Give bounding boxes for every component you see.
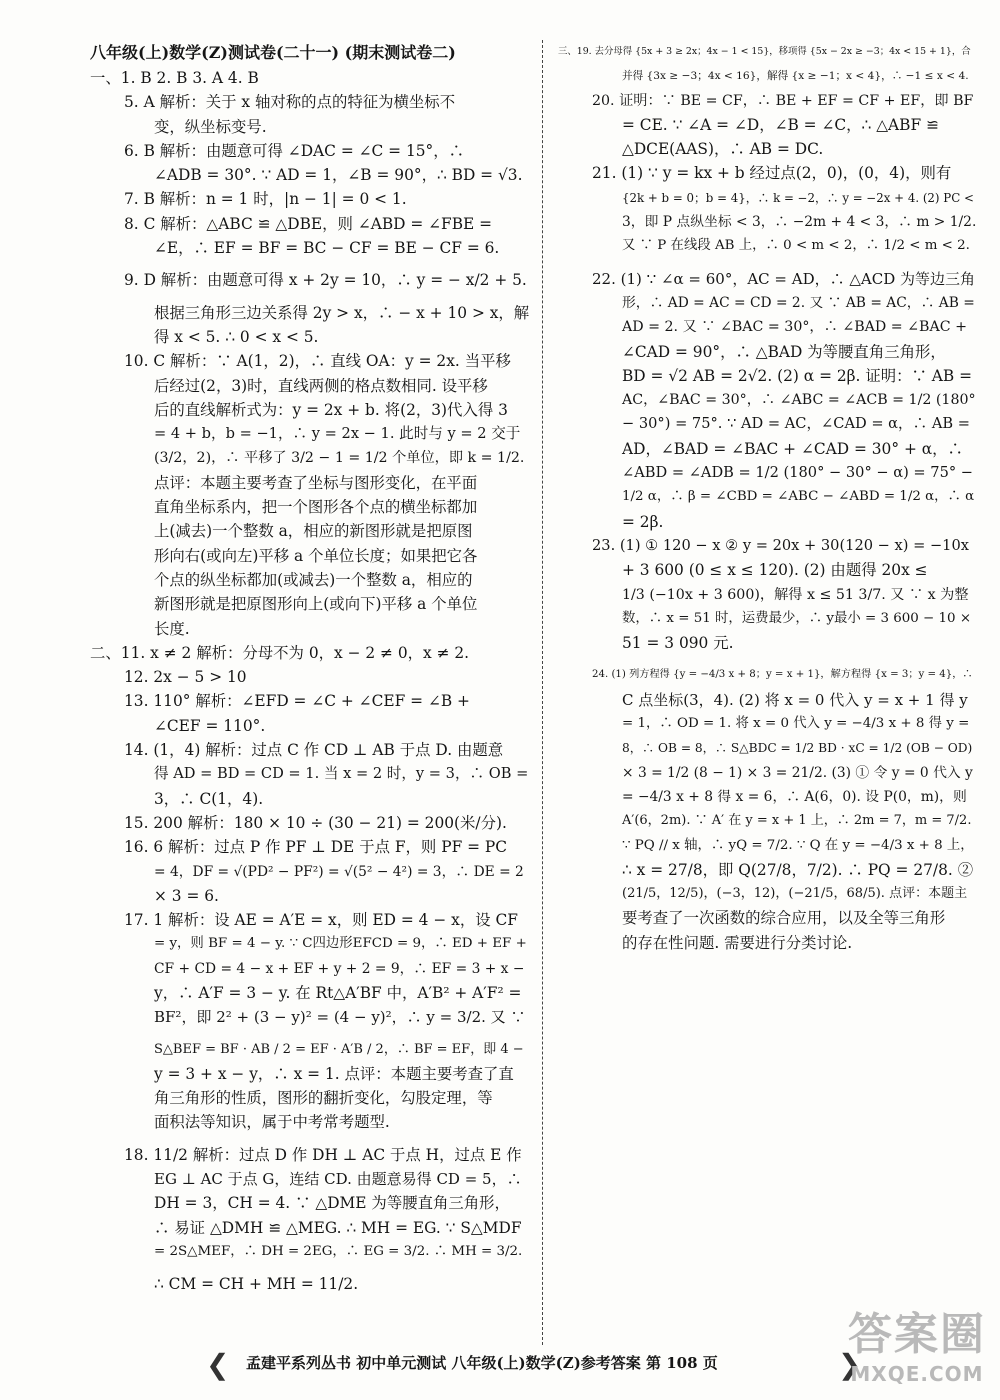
- answer-line: AD = 2. 又 ∵ ∠BAC = 30°，∴ ∠BAD = ∠BAC +: [622, 319, 967, 336]
- answer-line: 新图形就是把原图形向上(或向下)平移 a 个单位: [154, 595, 478, 614]
- answer-line: ∠CEF = 110°.: [154, 716, 266, 735]
- answer-line: 51 = 3 090 元.: [622, 634, 734, 653]
- answer-line: × 3 = 6.: [154, 886, 219, 905]
- answer-line: y，∴ A′F = 3 − y. 在 Rt△A′BF 中，A′B² + A′F² =: [154, 983, 522, 1002]
- answer-line: = 2S△MEF，∴ DH = 2EG，∴ EG = 3/2. ∴ MH = 3/2.: [154, 1243, 523, 1259]
- answer-line: BF²，即 2² + (3 − y)² = (4 − y)²，∴ y = 3/2. 又 ∵: [154, 1008, 526, 1027]
- answer-line: ∠ABD = ∠ADB = 1/2 (180° − 30° − α) = 75° −: [622, 464, 974, 482]
- answer-line: ∵ PQ // x 轴，∴ yQ = 7/2. ∵ Q 在 y = −4/3 x + 8 上，: [622, 837, 974, 853]
- answer-line: [90, 293, 530, 301]
- answer-line: 9. D 解析：由题意可得 x + 2y = 10，∴ y = − x/2 + 5.: [124, 271, 527, 290]
- answer-line: (3/2，2)，∴ 平移了 3/2 − 1 = 1/2 个单位，即 k = 1/2.: [154, 450, 525, 467]
- answer-line: 20. 证明：∵ BE = CF，∴ BE + EF = CF + EF，即 BF: [592, 92, 974, 109]
- answer-line: 三、19. 去分母得 {5x + 3 ≥ 2x；4x − 1 < 15}，移项得 {5x − 2x ≥ −3；4x < 15 + 1}，合: [558, 46, 971, 57]
- answer-line: [90, 1264, 530, 1272]
- answer-line: [90, 260, 530, 268]
- answer-line: 3，∴ C(1，4).: [154, 789, 264, 808]
- answer-line: 得 AD = BD = CD = 1. 当 x = 2 时，y = 3，∴ OB =: [154, 765, 529, 783]
- answer-line: 22. (1) ∵ ∠α = 60°，AC = AD，∴ △ACD 为等边三角: [592, 269, 976, 288]
- answer-line: △DCE(AAS)，∴ AB = DC.: [622, 140, 824, 159]
- answer-line: = −4/3 x + 8 得 x = 6，∴ A(6，0). 设 P(0，m)，则: [622, 788, 967, 805]
- answer-line: 并得 {3x ≥ −3；4x < 16}，解得 {x ≥ −1；x < 4}，∴ −1 ≤ x < 4.: [622, 70, 969, 83]
- answer-line: C 点坐标(3，4). (2) 将 x = 0 代入 y = x + 1 得 y: [622, 690, 968, 709]
- answer-line: y = 3 + x − y，∴ x = 1. 点评：本题主要考查了直: [154, 1064, 514, 1083]
- answer-line: {2k + b = 0；b = 4}，∴ k = −2，∴ y = −2x + 4. (2) PC <: [622, 190, 974, 205]
- answer-line: 又 ∵ P 在线段 AB 上，∴ 0 < m < 2，∴ 1/2 < m < 2.: [622, 238, 970, 254]
- answer-line: 的存在性问题. 需要进行分类讨论.: [622, 933, 853, 952]
- answer-line: [558, 259, 976, 267]
- right-column: [558, 40, 976, 955]
- answer-line: 长度.: [154, 619, 190, 638]
- answer-line: A′(6，2m). ∵ A′ 在 y = x + 1 上，∴ 2m = 7，m = 7/2.: [622, 813, 972, 829]
- answer-line: ∴ CM = CH + MH = 11/2.: [154, 1275, 359, 1294]
- answer-line: [90, 1030, 530, 1038]
- answer-line: BD = √2 AB = 2√2. (2) α = 2β. 证明：∵ AB =: [622, 366, 973, 385]
- answer-line: = y，则 BF = 4 − y. ∵ C四边形EFCD = 9，∴ ED + EF +: [154, 936, 527, 952]
- answer-line: 变，纵坐标变号.: [154, 117, 267, 136]
- answer-line: 21. (1) ∵ y = kx + b 经过点(2，0)，(0，4)，则有: [592, 164, 952, 183]
- answer-line: CF + CD = 4 − x + EF + y + 2 = 9，∴ EF = 3 + x −: [154, 960, 525, 977]
- answer-line: 3，即 P 点纵坐标 < 3，∴ −2m + 4 < 3，∴ m > 1/2.: [622, 214, 977, 231]
- answer-line: 后经过(2，3)时，直线两侧的格点数相同. 设平移: [154, 376, 488, 395]
- answer-line: 数，∴ x = 51 时，运费最少，∴ y最小 = 3 600 − 10 ×: [622, 610, 972, 626]
- answer-line: 16. 6 解析：过点 P 作 PF ⊥ DE 于点 F，则 PF = PC: [124, 838, 508, 857]
- answer-line: AD，∠BAD = ∠BAC + ∠CAD = 30° + α，∴: [622, 439, 963, 458]
- answer-line: 1/2 α，∴ β = ∠CBD = ∠ABC − ∠ABD = 1/2 α，∴ α: [622, 489, 975, 505]
- answer-line: 14. (1，4) 解析：过点 C 作 CD ⊥ AB 于点 D. 由题意: [124, 741, 504, 760]
- answer-line: = CE. ∵ ∠A = ∠D，∠B = ∠C，∴ △ABF ≌: [622, 115, 939, 134]
- page-header: [90, 40, 530, 64]
- answer-line: 23. (1) ① 120 − x ② y = 20x + 30(120 − x) = −10x: [592, 536, 969, 554]
- answer-line: − 30°) = 75°. ∵ AD = AC，∠CAD = α，∴ AB =: [622, 415, 970, 433]
- answer-line: = 4 + b，b = −1，∴ y = 2x − 1. 此时与 y = 2 交于: [154, 425, 521, 443]
- answer-line: ∠CAD = 90°，∴ △BAD 为等腰直角三角形，: [622, 342, 946, 361]
- left-column: [90, 66, 530, 1297]
- answer-line: 个点的纵坐标都加(或减去)一个整数 a，相应的: [154, 570, 473, 589]
- answer-line: 1/3 (−10x + 3 600)，解得 x ≤ 51 3/7. 又 ∵ x 为整: [622, 586, 969, 603]
- answer-line: 点评：本题主要考查了坐标与图形变化，在平面: [154, 473, 478, 492]
- answer-line: 24. (1) 列方程得 {y = −4/3 x + 8；y = x + 1}，解方程得 {x = 3；y = 4}，∴: [592, 669, 973, 681]
- answer-line: ∠ADB = 30°. ∵ AD = 1，∠B = 90°，∴ BD = √3.: [154, 166, 523, 185]
- answer-line: 要考查了一次函数的综合应用，以及全等三角形: [622, 909, 946, 928]
- chevron-right-icon: ❯: [838, 1348, 862, 1381]
- answer-line: DH = 3，CH = 4. ∵ △DME 为等腰直角三角形，: [154, 1194, 510, 1213]
- answer-line: 18. 11/2 解析：过点 D 作 DH ⊥ AC 于点 H，过点 E 作: [124, 1145, 522, 1164]
- answer-line: 8. C 解析：△ABC ≌ △DBE，则 ∠ABD = ∠FBE =: [124, 214, 493, 233]
- answer-line: AC，∠BAC = 30°，∴ ∠ABC = ∠ACB = 1/2 (180°: [622, 392, 976, 409]
- answer-line: ∠E，∴ EF = BF = BC − CF = BE − CF = 6.: [154, 239, 500, 258]
- answer-line: 形，∴ AD = AC = CD = 2. 又 ∵ AB = AC，∴ AB =: [622, 294, 975, 311]
- answer-line: ∴ 易证 △DMH ≌ △MEG. ∴ MH = EG. ∵ S△MDF: [154, 1218, 522, 1237]
- answer-line: 7. B 解析：n = 1 时，|n − 1| = 0 < 1.: [124, 190, 407, 209]
- answer-line: + 3 600 (0 ≤ x ≤ 120). (2) 由题得 20x ≤: [622, 561, 928, 580]
- page-footer: 孟建平系列丛书 初中单元测试 八年级(上)数学(Z)参考答案 第 108 页: [246, 1354, 718, 1372]
- answer-line: S△BEF = BF · AB / 2 = EF · A′B / 2，∴ BF = EF，即 4 −: [154, 1041, 524, 1057]
- answer-line: = 2β.: [622, 512, 664, 531]
- chevron-left-icon: ❮: [206, 1348, 230, 1381]
- answer-line: ∴ x = 27/8，即 Q(27/8，7/2). ∴ PQ = 27/8. ②: [622, 860, 974, 879]
- answer-line: 12. 2x − 5 > 10: [124, 668, 247, 687]
- watermark: [848, 1298, 986, 1386]
- answer-line: 一、1. B 2. B 3. A 4. B: [90, 69, 259, 87]
- answer-line: 5. A 解析：关于 x 轴对称的点的特征为横坐标不: [124, 93, 456, 112]
- watermark-logo: 答案圈: [848, 1309, 986, 1360]
- answer-line: [90, 1135, 530, 1143]
- answer-line: 上(减去)一个整数 a，相应的新图形就是把原图: [154, 522, 473, 541]
- answer-line: 二、11. x ≠ 2 解析：分母不为 0，x − 2 ≠ 0，x ≠ 2.: [90, 643, 470, 662]
- answer-line: (21/5，12/5)，(−3，12)，(−21/5，68/5). 点评：本题主: [622, 886, 968, 902]
- answer-line: = 4，DF = √(PD² − PF²) = √(5² − 4²) = 3，∴ DE = 2: [154, 863, 524, 880]
- answer-line: EG ⊥ AC 于点 G，连结 CD. 由题意易得 CD = 5，∴: [154, 1170, 522, 1189]
- answer-line: 13. 110° 解析：∠EFD = ∠C + ∠CEF = ∠B +: [124, 692, 470, 711]
- column-divider: [542, 40, 543, 1345]
- answer-line: [558, 655, 976, 663]
- page-title: 八年级(上)数学(Z)测试卷(二十一) (期末测试卷二): [90, 43, 456, 62]
- answer-line: 6. B 解析：由题意可得 ∠DAC = ∠C = 15°，∴: [124, 141, 465, 160]
- answer-line: 15. 200 解析：180 × 10 ÷ (30 − 21) = 200(米/分).: [124, 813, 507, 832]
- answer-line: 角三角形的性质，图形的翻折变化，勾股定理，等: [154, 1089, 493, 1108]
- answer-line: 10. C 解析：∵ A(1，2)，∴ 直线 OA：y = 2x. 当平移: [124, 352, 511, 371]
- answer-line: 根据三角形三边关系得 2y > x，∴ − x + 10 > x，解: [154, 303, 530, 322]
- answer-line: × 3 = 1/2 (8 − 1) × 3 = 21/2. (3) ① 令 y = 0 代入 y: [622, 764, 973, 781]
- answer-line: 8，∴ OB = 8，∴ S△BDC = 1/2 BD · xC = 1/2 (OB − OD): [622, 741, 973, 756]
- answer-line: = 1，∴ OD = 1. 将 x = 0 代入 y = −4/3 x + 8 得 y =: [622, 716, 970, 732]
- watermark-url: MXQE.COM: [850, 1362, 984, 1386]
- answer-line: 面积法等知识，属于中考常考题型.: [154, 1113, 390, 1132]
- answer-line: 17. 1 解析：设 AE = A′E = x，则 ED = 4 − x，设 CF: [124, 911, 518, 930]
- answer-line: 后的直线解析式为：y = 2x + b. 将(2，3)代入得 3: [154, 400, 508, 419]
- answer-line: 得 x < 5. ∴ 0 < x < 5.: [154, 327, 319, 346]
- answer-line: 形向右(或向左)平移 a 个单位长度；如果把它各: [154, 546, 478, 565]
- answer-line: 直角坐标系内，把一个图形各个点的横坐标都加: [154, 498, 478, 517]
